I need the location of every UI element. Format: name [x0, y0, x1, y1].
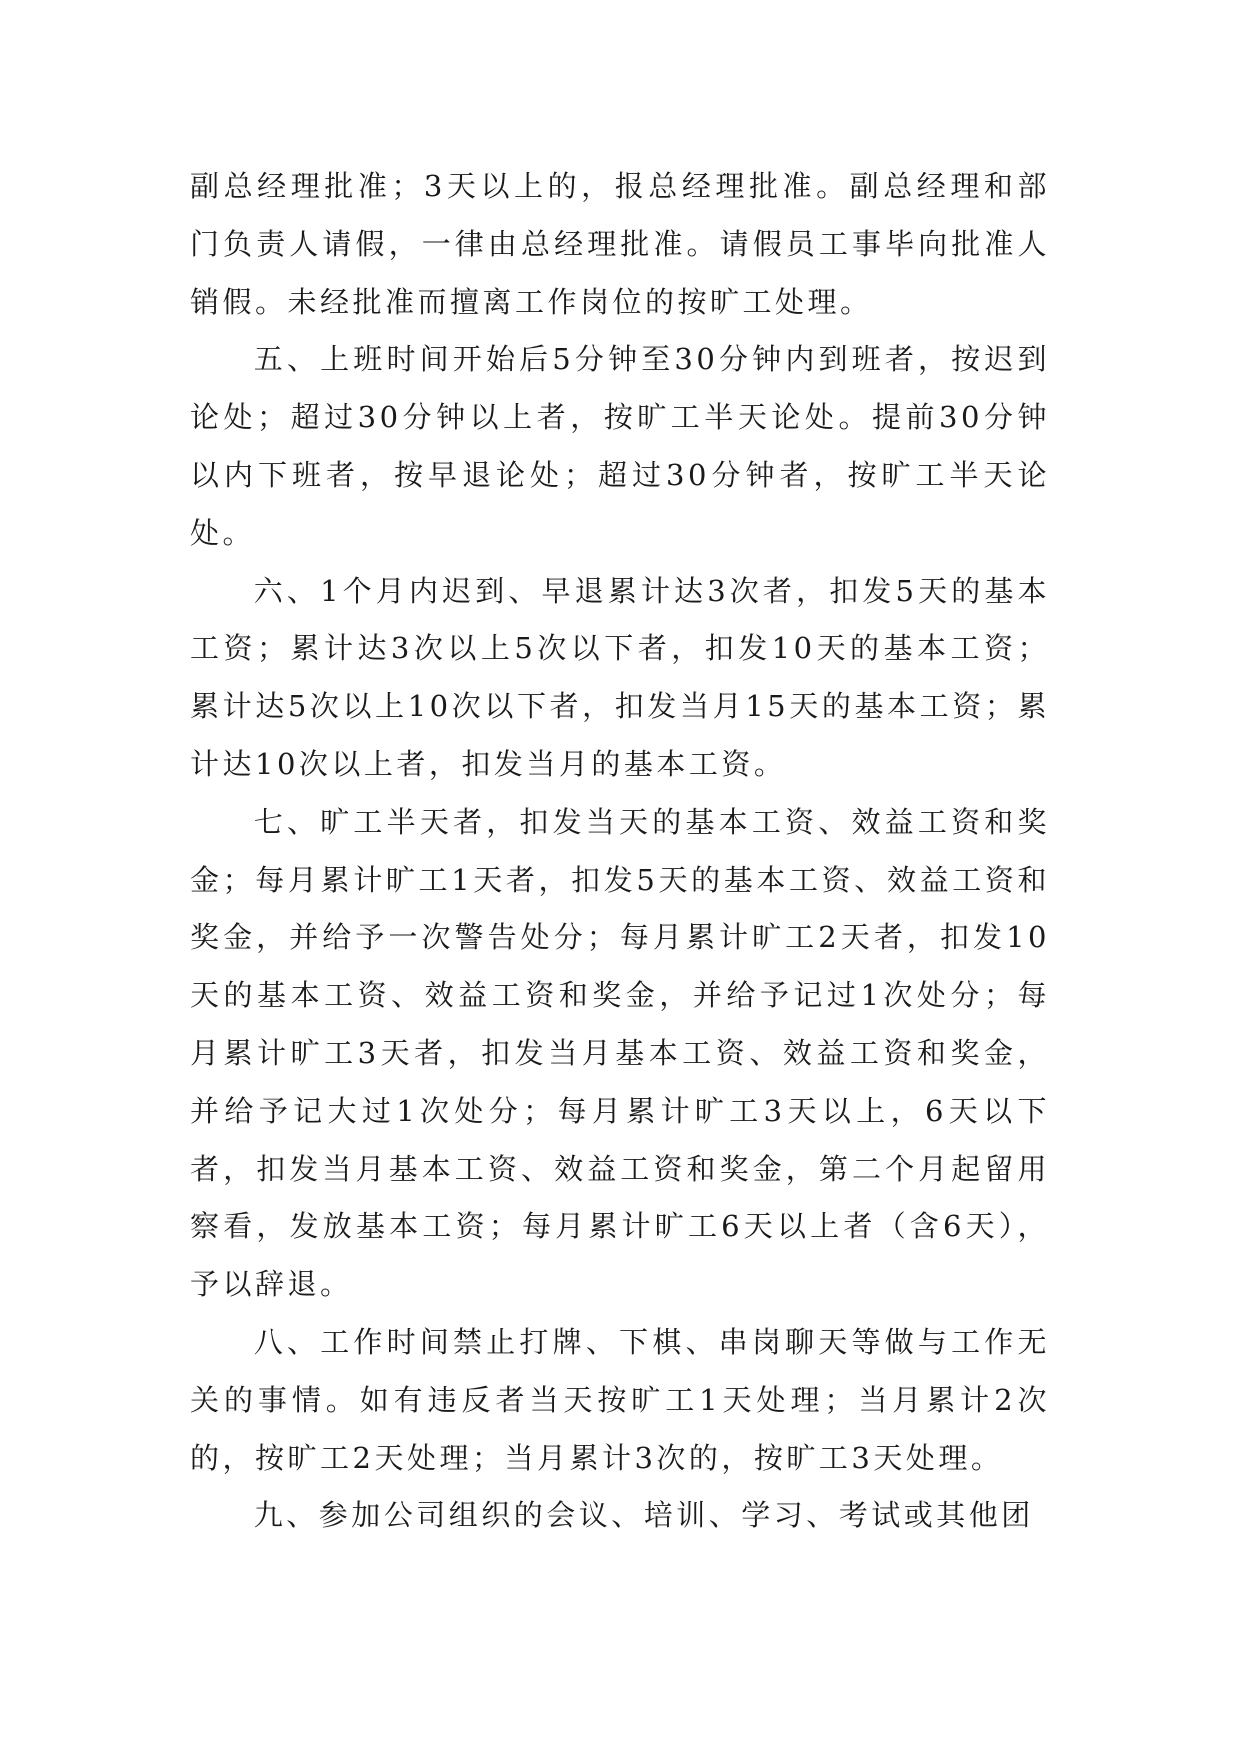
paragraph-article-eight-work-conduct: 八、工作时间禁止打牌、下棋、串岗聊天等做与工作无关的事情。如有违反者当天按旷工1天处理；当月累计2次的，按旷工2天处理；当月累计3次的，按旷工3天处理。 [190, 1324, 1050, 1475]
paragraph-article-nine-meetings: 九、参加公司组织的会议、培训、学习、考试或其他团 [253, 1498, 1034, 1533]
paragraph-leave-approval-continued: 副总经理批准；3天以上的，报总经理批准。副总经理和部门负责人请假，一律由总经理批准。请假员工事毕向批准人销假。未经批准而擅离工作岗位的按旷工处理。 [190, 169, 1050, 319]
paragraph-article-five-lateness: 五、上班时间开始后5分钟至30分钟内到班者，按迟到论处；超过30分钟以上者，按旷工半天论处。提前30分钟以内下班者，按早退论处；超过30分钟者，按旷工半天论处。 [190, 342, 1050, 550]
document-body [190, 158, 1050, 1545]
paragraph-article-seven-absenteeism: 七、旷工半天者，扣发当天的基本工资、效益工资和奖金；每月累计旷工1天者，扣发5天的基本工资、效益工资和奖金，并给予一次警告处分；每月累计旷工2天者，扣发10天的基本工资、效益工资和奖金，并给予记过1次处分；每月累计旷工3天者，扣发当月基本工资、效益工资和奖金，并给予记大过1次处分；每月累计旷工3天以上，6天以下者，扣发当月基本工资、效益工资和奖金，第二个月起留用察看，发放基本工资；每月累计旷工6天以上者（含6天），予以辞退。 [190, 804, 1050, 1302]
paragraph-article-six-deductions: 六、1个月内迟到、早退累计达3次者，扣发5天的基本工资；累计达3次以上5次以下者，扣发10天的基本工资；累计达5次以上10次以下者，扣发当月15天的基本工资；累计达10次以上者，扣发当月的基本工资。 [190, 573, 1050, 781]
